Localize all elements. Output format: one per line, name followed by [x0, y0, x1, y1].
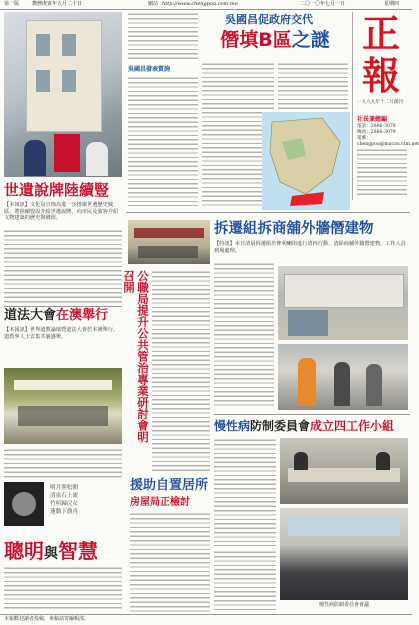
committee-body-2 [214, 550, 276, 612]
convention-title-a: 道法大會 [4, 308, 57, 323]
convention-headline [4, 308, 124, 324]
top-title-b: B區 [258, 29, 292, 51]
poem-line: 竹喧歸浣女 [50, 501, 78, 507]
issue-date: 二〇一〇年七月一日 [300, 1, 346, 7]
committee-headline [214, 418, 412, 434]
committee-photo-group [280, 508, 408, 600]
committee-title-a: 慢性病 [214, 419, 251, 433]
heritage-lead: 【本報訊】文化局宣佈為進一步推廣世遺歷史城區，將陸續豎設介紹世遺說牌，向市民及旅客介紹文物建築的歷史與價值。 [4, 202, 119, 222]
top-title-c: 之謎 [291, 29, 330, 51]
heritage-headline: 世遺說牌陸續豎 [4, 181, 110, 199]
convention-body [4, 448, 122, 478]
wisdom-title-b: 與 [44, 546, 58, 562]
housing-subhead: 房屋局正檢討 [130, 497, 190, 508]
divider [126, 212, 410, 213]
housing-headline: 援助自置居所 [130, 478, 209, 493]
wisdom-headline [4, 540, 124, 565]
poem-line: 蓮動下漁舟 [50, 509, 78, 515]
demolition-headline: 拆遷組拆商舖外牆僭建物 [214, 221, 374, 237]
poem-line: 清泉石上流 [50, 493, 78, 499]
meeting-photo [128, 220, 210, 264]
column-top-body [128, 12, 198, 62]
vertical-body [152, 270, 210, 474]
zone-map [262, 112, 350, 210]
footer-note: 本報歡迎讀者投稿，來稿請寄編輯部。 [4, 616, 90, 622]
wisdom-title-a: 聰明 [4, 539, 44, 563]
divider [4, 306, 122, 307]
weekday: 星期四 [384, 1, 400, 7]
convention-photo [4, 368, 122, 444]
masthead-dept: 社長兼總編 [357, 116, 388, 123]
poem-text [50, 484, 124, 524]
top-body-col-1 [128, 76, 198, 206]
committee-photo-meeting [280, 438, 408, 504]
demolition-photo-building [278, 266, 408, 340]
top-title-a: 僭填 [220, 29, 259, 51]
convention-lead: 【本報訊】世界道教論壇暨道法大會於本澳舉行，道教界人士雲集共襄盛舉。 [4, 327, 119, 340]
masthead [352, 11, 419, 200]
site-url[interactable]: http://www.chengpou.com.mo [162, 1, 238, 7]
masthead-founded: 一九九九年十二月創刊 [357, 100, 403, 105]
committee-title-b: 防制委員會 [250, 419, 311, 433]
heritage-body [4, 229, 122, 303]
housing-body [130, 512, 210, 612]
wisdom-body [4, 566, 122, 610]
divider [214, 414, 410, 415]
site-label: 網站 [148, 1, 159, 7]
photo-caption: 慢性病防制委員會會議 [318, 602, 369, 608]
contact-row: 電郵：chengpou@macau.ctm.net [357, 136, 419, 147]
demolition-lead: 【特訊】本日清晨拆遷組於俾利喇街進行清拆行動，清除商舖外牆僭建物，工作人員到場處理。 [214, 241, 406, 254]
lunar-date: 農曆庚寅年五月二十日 [32, 1, 83, 7]
top-body-col-3 [278, 62, 348, 114]
masthead-char-1: 正 [361, 11, 400, 56]
contact-row: 傳真：2886-3079 [357, 130, 396, 135]
wisdom-title-c: 智慧 [58, 539, 98, 563]
poem-line: 明月照松間 [50, 485, 78, 491]
top-subhead: 吳國昌發表質詢 [128, 66, 171, 73]
top-kicker: 吳國昌促政府交代 [225, 13, 313, 26]
heritage-photo [4, 12, 122, 177]
masthead-char-2: 報 [361, 53, 400, 98]
top-headline [200, 28, 350, 52]
committee-title-c: 成立四工作小組 [310, 419, 395, 433]
committee-body-1 [214, 438, 276, 546]
page-number: 第一版 [4, 1, 20, 7]
masthead-contacts [357, 124, 419, 148]
convention-title-b: 在澳舉行 [56, 308, 109, 323]
header-bar [0, 0, 412, 10]
poem-ink-image [4, 482, 44, 526]
vertical-headline: 公職局提升公共管治專業研討會明召開 [122, 270, 150, 443]
contact-row: 電話：2886-3078 [357, 124, 396, 129]
demolition-photo-workers [278, 344, 408, 410]
masthead-info [357, 148, 407, 196]
demolition-body-1 [214, 262, 274, 406]
